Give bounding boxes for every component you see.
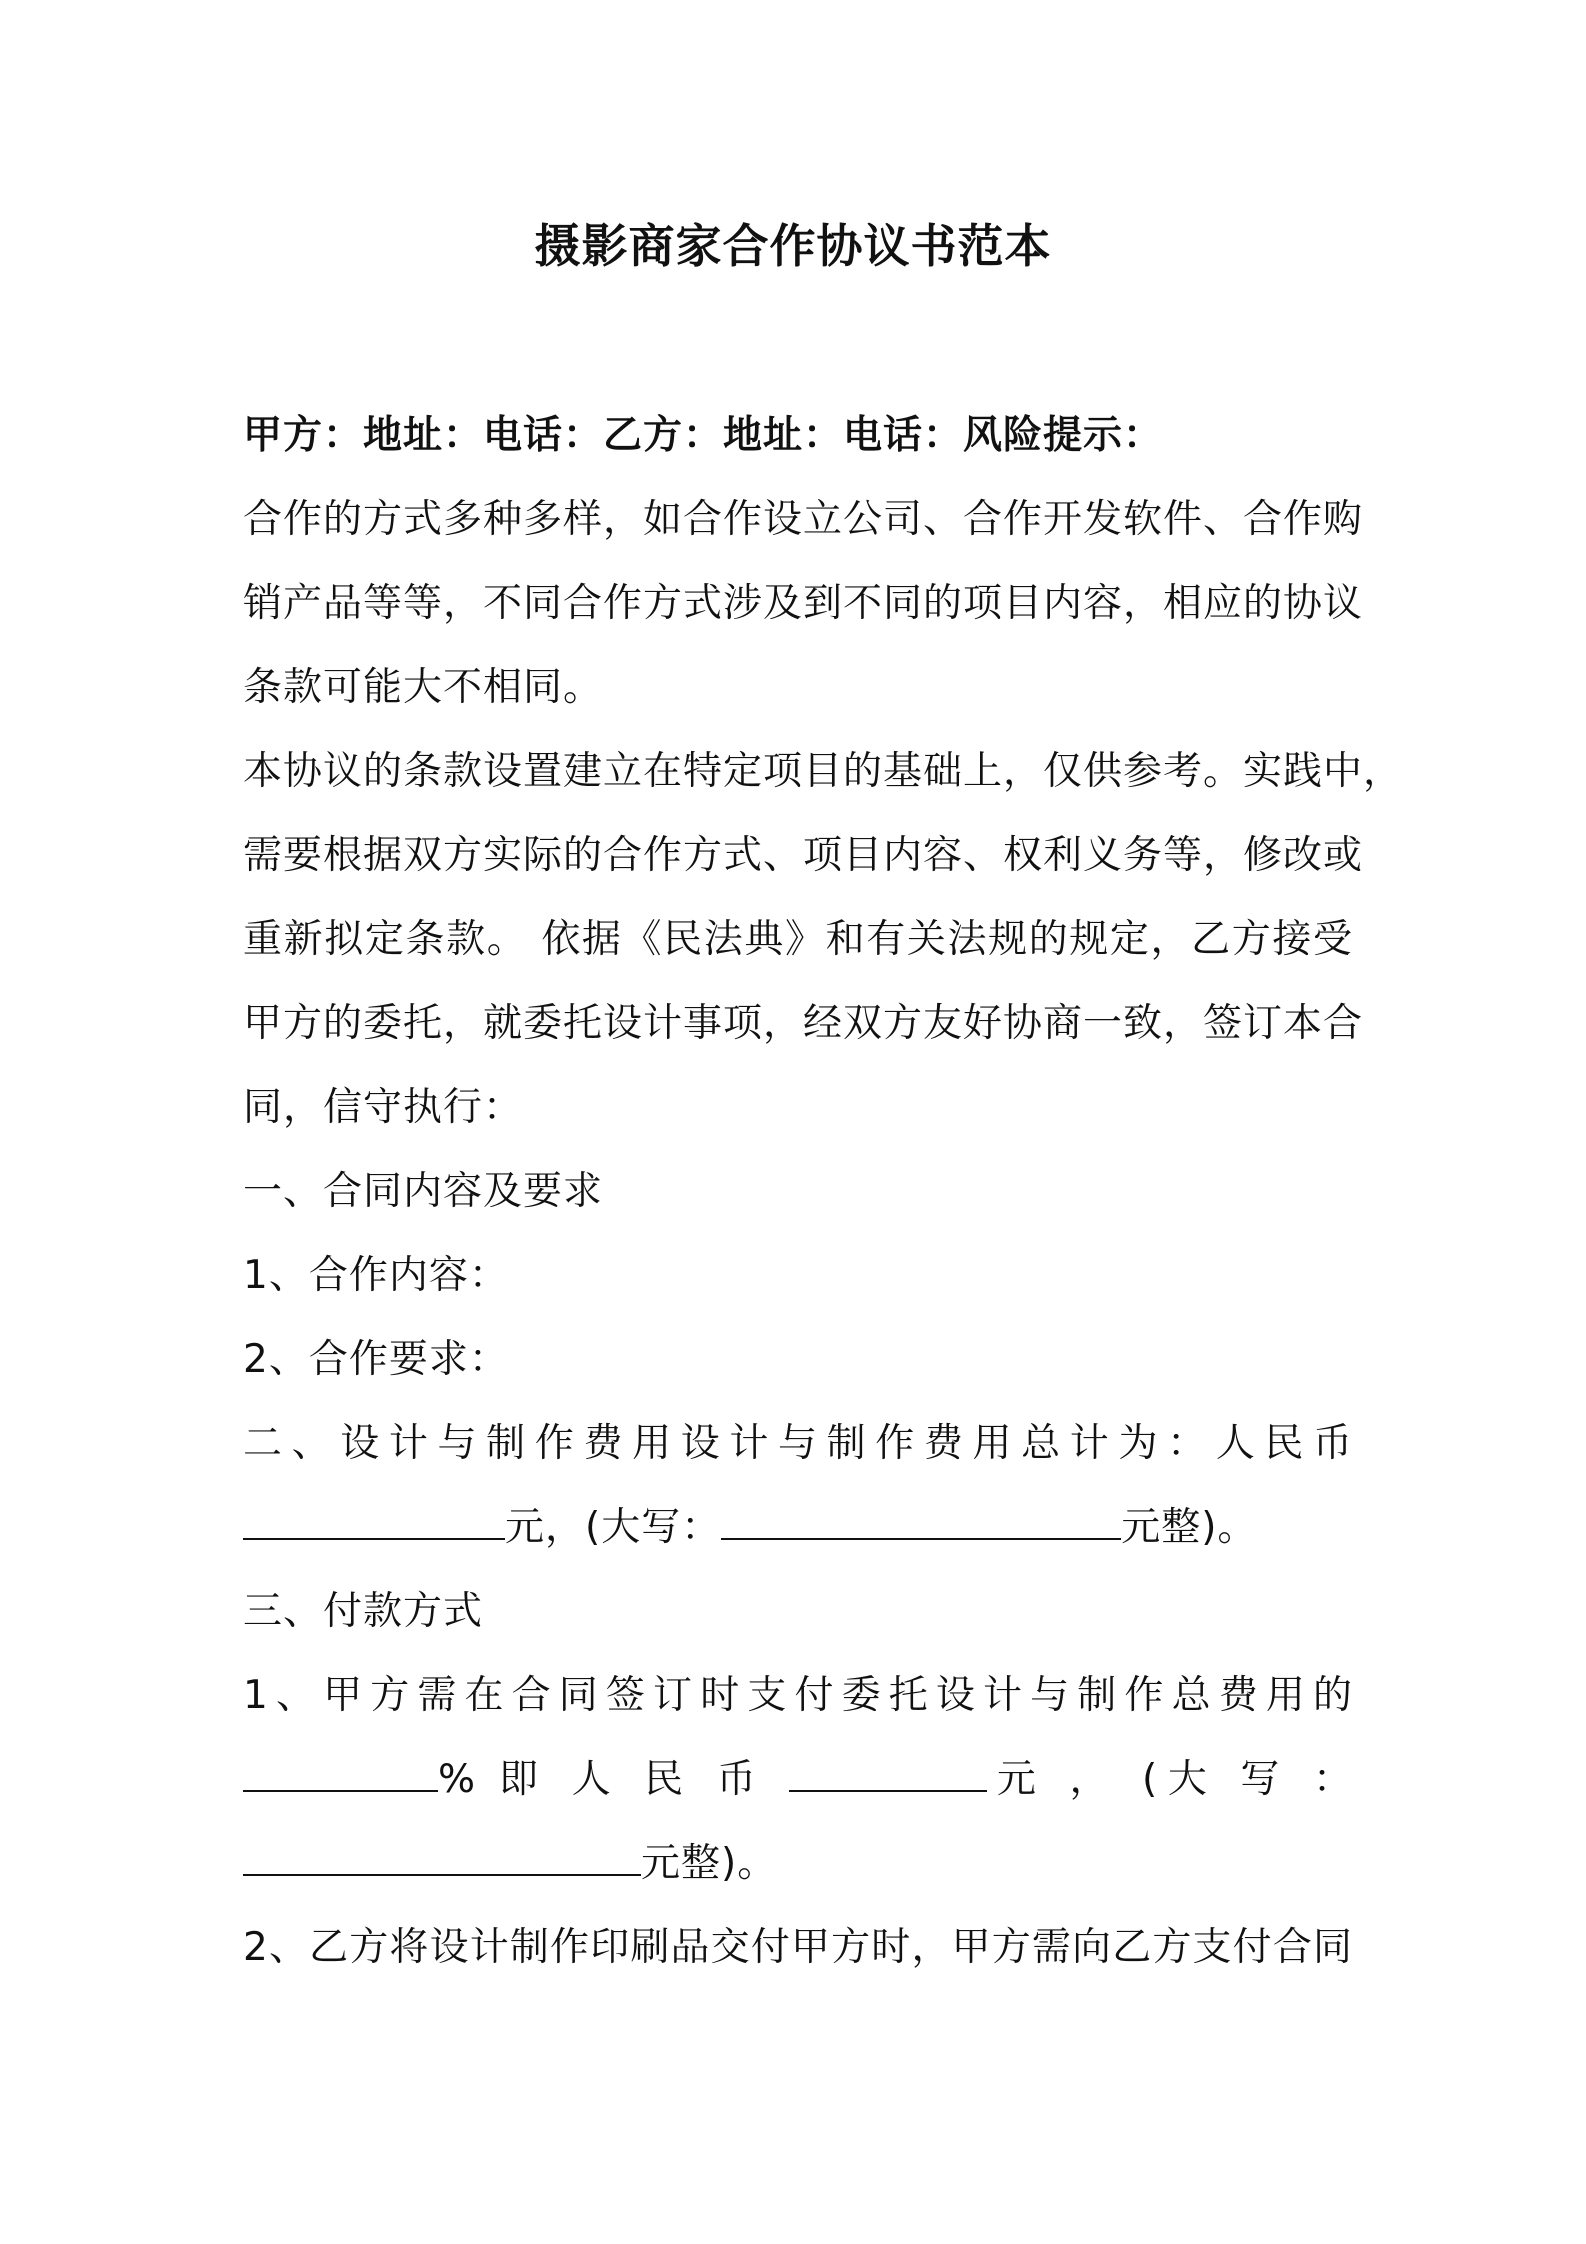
paragraph-line: 销产品等等，不同合作方式涉及到不同的项目内容，相应的协议 xyxy=(243,581,1364,626)
section-item: 2、合作要求： xyxy=(243,1337,509,1382)
percent-text: % 即 人 民 币 xyxy=(438,1757,767,1802)
yuan-text: 元 ， (大 写 ： xyxy=(987,1757,1353,1802)
percent-blank xyxy=(243,1786,438,1792)
paragraph-line: 甲方的委托，就委托设计事项，经双方友好协商一致，签订本合 xyxy=(243,1001,1364,1046)
section-heading: 三、付款方式 xyxy=(243,1589,484,1634)
section-heading: 一、合同内容及要求 xyxy=(243,1169,604,1214)
document-title: 摄影商家合作协议书范本 xyxy=(534,219,1052,273)
section-item: 1、合作内容： xyxy=(243,1253,509,1298)
parties-header: 甲方：地址：电话：乙方：地址：电话：风险提示： xyxy=(243,413,1164,458)
paragraph-line: 条款可能大不相同。 xyxy=(243,665,604,710)
payment-words-line xyxy=(243,1838,1353,1890)
paragraph-line: 本协议的条款设置建立在特定项目的基础上，仅供参考。实践中， xyxy=(243,749,1404,794)
amount-line xyxy=(243,1502,1353,1554)
paragraph-line: 需要根据双方实际的合作方式、项目内容、权利义务等，修改或 xyxy=(243,833,1364,878)
paragraph-line: 同，信守执行： xyxy=(243,1085,524,1130)
paragraph-line: 重新拟定条款。 依据《民法典》和有关法规的规定，乙方接受 xyxy=(243,917,1353,962)
amount-words-blank xyxy=(721,1534,1121,1540)
section-heading: 二、设计与制作费用设计与制作费用总计为：人民币 xyxy=(243,1421,1353,1466)
amount-unit: 元，(大写： xyxy=(505,1505,722,1550)
section-item: 1、甲方需在合同签订时支付委托设计与制作总费用的 xyxy=(243,1673,1353,1718)
paragraph-line: 合作的方式多种多样，如合作设立公司、合作开发软件、合作购 xyxy=(243,497,1364,542)
payment-line xyxy=(243,1754,1353,1806)
amount-end: 元整)。 xyxy=(1121,1505,1258,1550)
section-item: 2、乙方将设计制作印刷品交付甲方时，甲方需向乙方支付合同 xyxy=(243,1925,1353,1970)
rmb-blank xyxy=(789,1786,987,1792)
amount-blank xyxy=(243,1534,505,1540)
payment-end: 元整)。 xyxy=(641,1841,778,1886)
words-blank xyxy=(243,1870,641,1876)
